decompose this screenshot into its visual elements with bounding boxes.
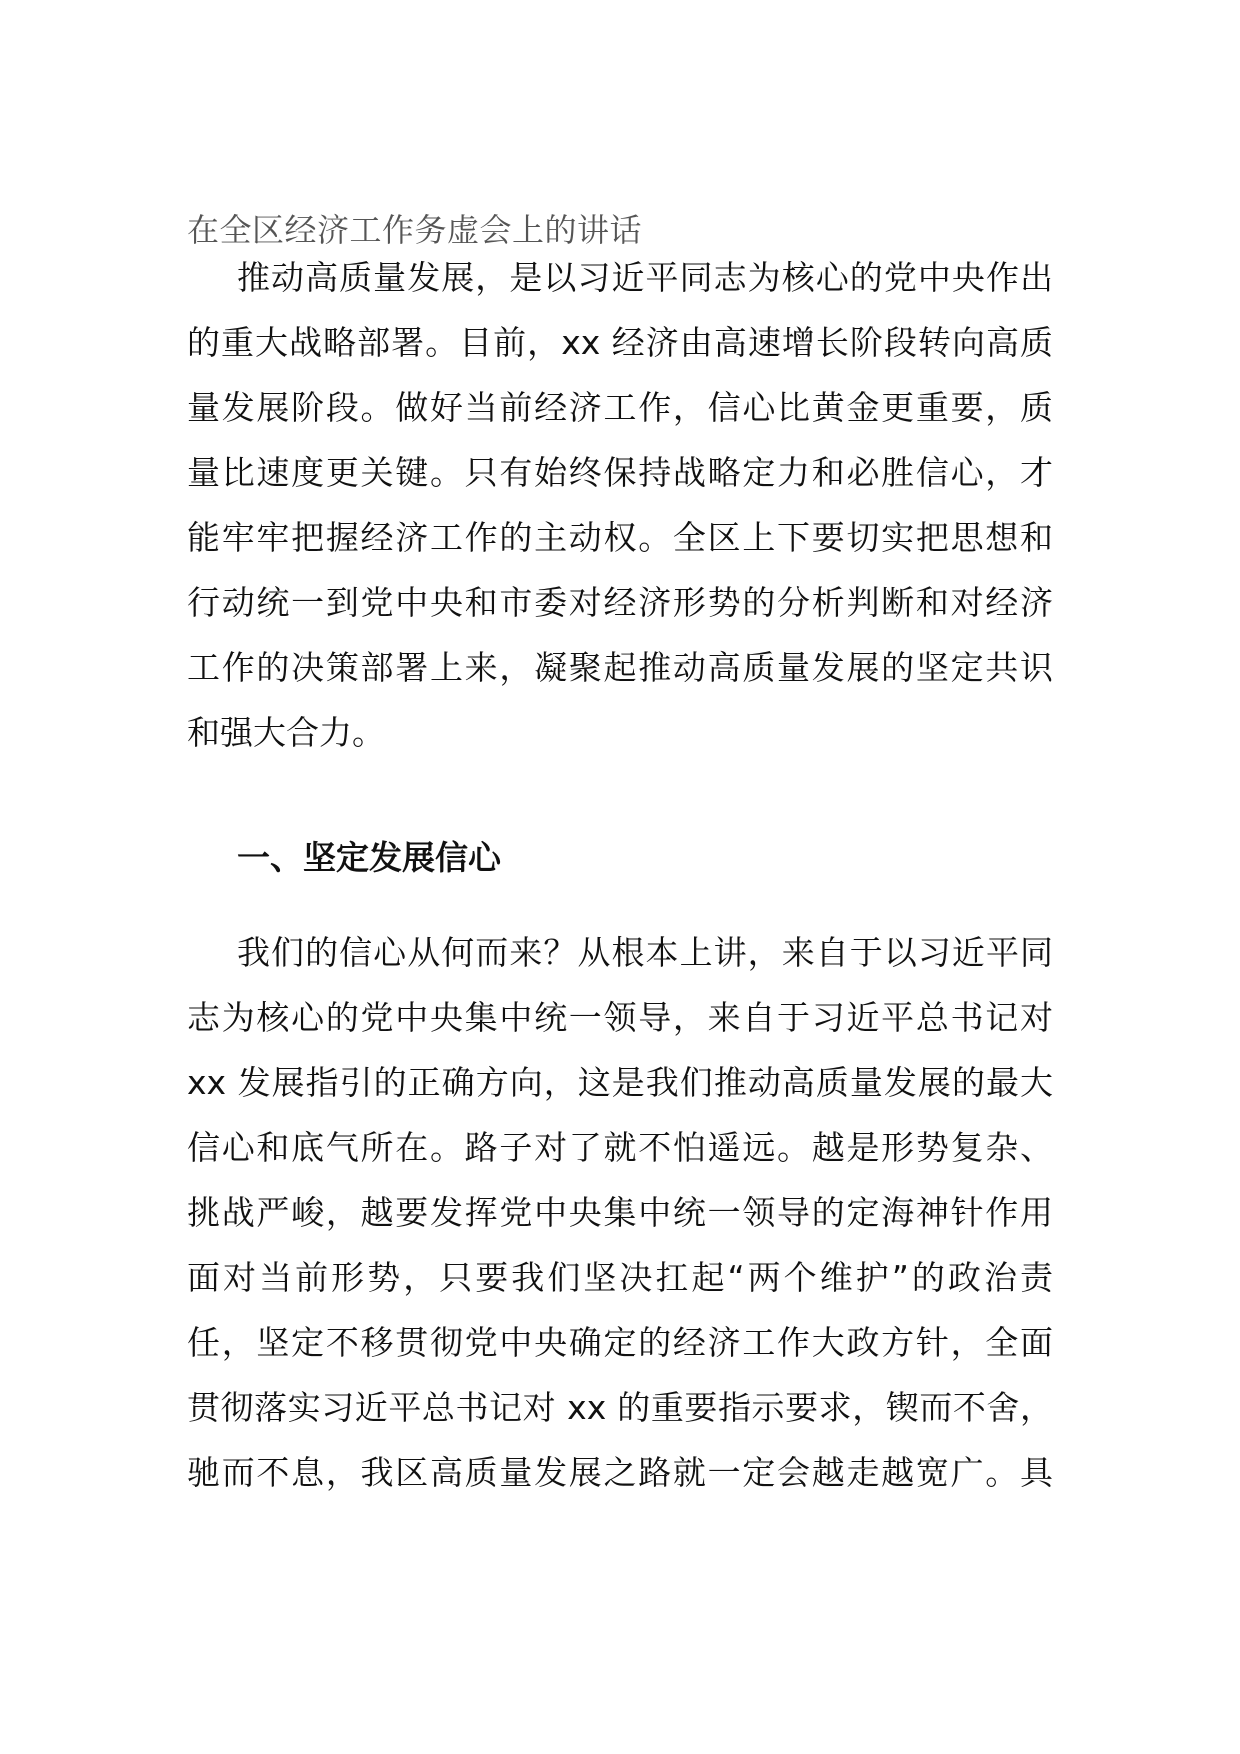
text-line: 信心和底气所在。路子对了就不怕遥远。越是形势复杂、 bbox=[187, 1128, 1053, 1167]
text-line: 行动统一到党中央和市委对经济形势的分析判断和对经济 bbox=[187, 583, 1053, 622]
section-heading: 一、坚定发展信心 bbox=[237, 838, 501, 877]
text-line: 量发展阶段。做好当前经济工作，信心比黄金更重要，质 bbox=[187, 388, 1053, 427]
text-line: 和强大合力。 bbox=[187, 713, 385, 752]
text-line: 任，坚定不移贯彻党中央确定的经济工作大政方针，全面 bbox=[187, 1323, 1053, 1362]
text-line: 推动高质量发展，是以习近平同志为核心的党中央作出 bbox=[237, 258, 1053, 297]
text-line: 我们的信心从何而来？从根本上讲，来自于以习近平同 bbox=[237, 933, 1053, 972]
text-line: 能牢牢把握经济工作的主动权。全区上下要切实把思想和 bbox=[187, 518, 1053, 557]
paragraph-intro bbox=[187, 245, 1053, 765]
text-line: 贯彻落实习近平总书记对 xx 的重要指示要求，锲而不舍， bbox=[187, 1388, 1053, 1427]
text-line: 挑战严峻，越要发挥党中央集中统一领导的定海神针作用 bbox=[187, 1193, 1053, 1232]
text-line: 志为核心的党中央集中统一领导，来自于习近平总书记对 bbox=[187, 998, 1053, 1037]
document-title: 在全区经济工作务虚会上的讲话 bbox=[187, 211, 643, 249]
paragraph-confidence bbox=[187, 920, 1053, 1505]
text-line: 的重大战略部署。目前，xx 经济由高速增长阶段转向高质 bbox=[187, 323, 1053, 362]
text-line: xx 发展指引的正确方向，这是我们推动高质量发展的最大 bbox=[187, 1063, 1053, 1102]
text-line: 量比速度更关键。只有始终保持战略定力和必胜信心，才 bbox=[187, 453, 1053, 492]
text-line: 面对当前形势，只要我们坚决扛起“两个维护”的政治责 bbox=[187, 1258, 1053, 1297]
text-line: 驰而不息，我区高质量发展之路就一定会越走越宽广。具 bbox=[187, 1453, 1053, 1492]
text-line: 工作的决策部署上来，凝聚起推动高质量发展的坚定共识 bbox=[187, 648, 1053, 687]
